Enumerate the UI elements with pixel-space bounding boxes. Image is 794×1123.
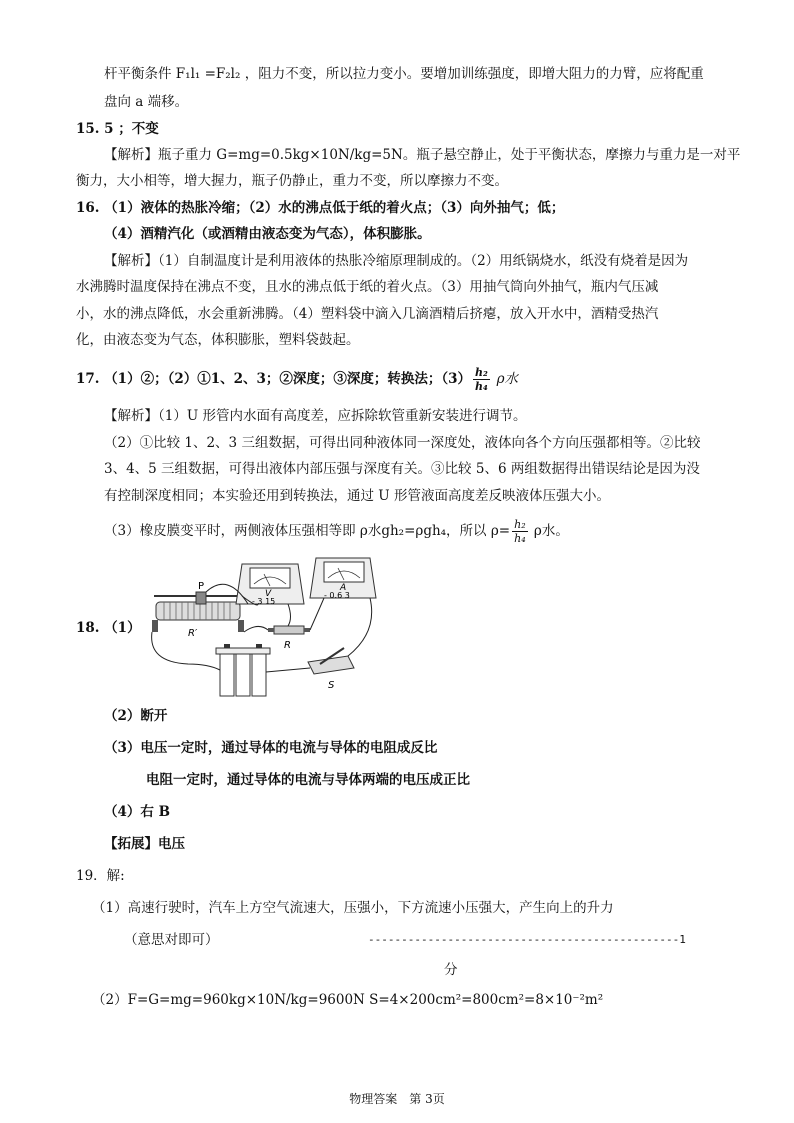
text-line: 小，水的沸点降低，水会重新沸腾。（4）塑料袋中滴入几滴酒精后挤瘪，放入开水中，酒精受热汽 <box>76 306 659 322</box>
label-a: A <box>340 583 347 593</box>
answer-18-2: （2）断开 <box>104 708 168 724</box>
text-line: 3、4、5 三组数据，可得出液体内部压强与深度有关。③比较 5、6 两组数据得出错误结论是因为没 <box>104 461 700 477</box>
label-v: V <box>265 589 272 599</box>
resistor <box>268 626 310 634</box>
label-r: R <box>284 640 291 651</box>
battery <box>216 644 270 696</box>
fraction <box>512 518 528 545</box>
answer-19-1: （1）高速行驶时，汽车上方空气流速大，压强小，下方流速小压强大，产生向上的升力 <box>92 900 614 916</box>
text-line: （2）①比较 1、2、3 三组数据，可得出同种液体同一深度处，液体向各个方向压强都相等。②比较 <box>104 435 701 451</box>
text-line: 水沸腾时温度保持在沸点不变，且水的沸点低于纸的着火点。（3）用抽气筒向外抽气，瓶内气压减 <box>76 279 659 295</box>
answer-18-3b: 电阻一定时，通过导体的电流与导体两端的电压成正比 <box>146 772 470 788</box>
answer-17 <box>76 366 518 393</box>
text-line: 化，由液态变为气态，体积膨胀，塑料袋鼓起。 <box>76 332 360 348</box>
score-unit: 分 <box>444 962 458 978</box>
answer-16: 16. （1）液体的热胀冷缩；（2）水的沸点低于纸的着火点；（3）向外抽气；低； <box>76 200 565 216</box>
label-p: P <box>198 581 205 592</box>
answer-18-3: （3）电压一定时，通过导体的电流与导体的电阻成反比 <box>104 740 438 756</box>
answer-19: 19．解: <box>76 868 125 884</box>
label-s: S <box>328 680 335 691</box>
rheostat <box>152 592 244 632</box>
voltmeter-terminals: - 3 15 <box>252 597 276 606</box>
page-footer: 物理答案 第 3页 <box>349 1092 445 1106</box>
circuit-diagram <box>148 552 398 702</box>
answer-19-2: （2）F=G=mg=960kg×10N/kg=9600N S=4×200cm²=800cm²=8×10⁻²m² <box>92 992 604 1008</box>
answer-15: 15. 5 ；不变 <box>76 121 159 137</box>
text-line: 衡力，大小相等，增大握力，瓶子仍静止，重力不变，所以摩擦力不变。 <box>76 173 508 189</box>
rho-water: ρ水 <box>496 371 519 387</box>
rho-water: ρ水。 <box>533 523 569 539</box>
ammeter-terminals: - 0.6 3 <box>324 591 350 600</box>
analysis-17: 【解析】（1）U 形管内水面有高度差，应拆除软管重新安装进行调节。 <box>104 408 527 424</box>
analysis-16: 【解析】（1）自制温度计是利用液体的热胀冷缩原理制成的。（2）用纸锅烧水，纸没有烧着是因为 <box>104 253 689 269</box>
answer-18: 18. （1） <box>76 620 141 636</box>
label-r-prime: R′ <box>188 628 198 639</box>
answer-18-ext: 【拓展】电压 <box>104 836 185 852</box>
formula-text: （3）橡皮膜变平时，两侧液体压强相等即 ρ水gh₂=ρgh₄，所以 ρ= <box>104 523 511 539</box>
answer-17-text: 17. （1）②；（2）①1、2、3；②深度；③深度；转换法；（3） <box>76 371 472 387</box>
text-line: 有控制深度相同；本实验还用到转换法，通过 U 形管液面高度差反映液体压强大小。 <box>104 488 610 504</box>
fraction-denominator: h₄ <box>514 532 526 545</box>
fraction <box>473 366 490 393</box>
answer-16-part: （4）酒精汽化（或酒精由液态变为气态），体积膨胀。 <box>104 226 431 242</box>
fraction-numerator: h₂ <box>475 366 488 379</box>
fraction-denominator: h₄ <box>475 380 488 393</box>
text-line <box>104 518 569 545</box>
score-dash-line: -----------------------------------------------1 <box>368 933 686 946</box>
fraction-numerator: h₂ <box>514 518 526 531</box>
text-line: 杆平衡条件 F₁l₁ =F₂l₂ ，阻力不变，所以拉力变小。要增加训练强度，即增大阻力的力臂，应将配重 <box>104 66 704 82</box>
answer-19-note: （意思对即可） <box>124 932 219 948</box>
analysis-15: 【解析】瓶子重力 G=mg=0.5kg×10N/kg=5N。瓶子悬空静止，处于平衡状态，摩擦力与重力是一对平 <box>104 147 741 163</box>
switch <box>308 648 354 674</box>
text-line: 盘向 a 端移。 <box>104 94 189 110</box>
answer-18-4: （4）右 B <box>104 804 171 820</box>
